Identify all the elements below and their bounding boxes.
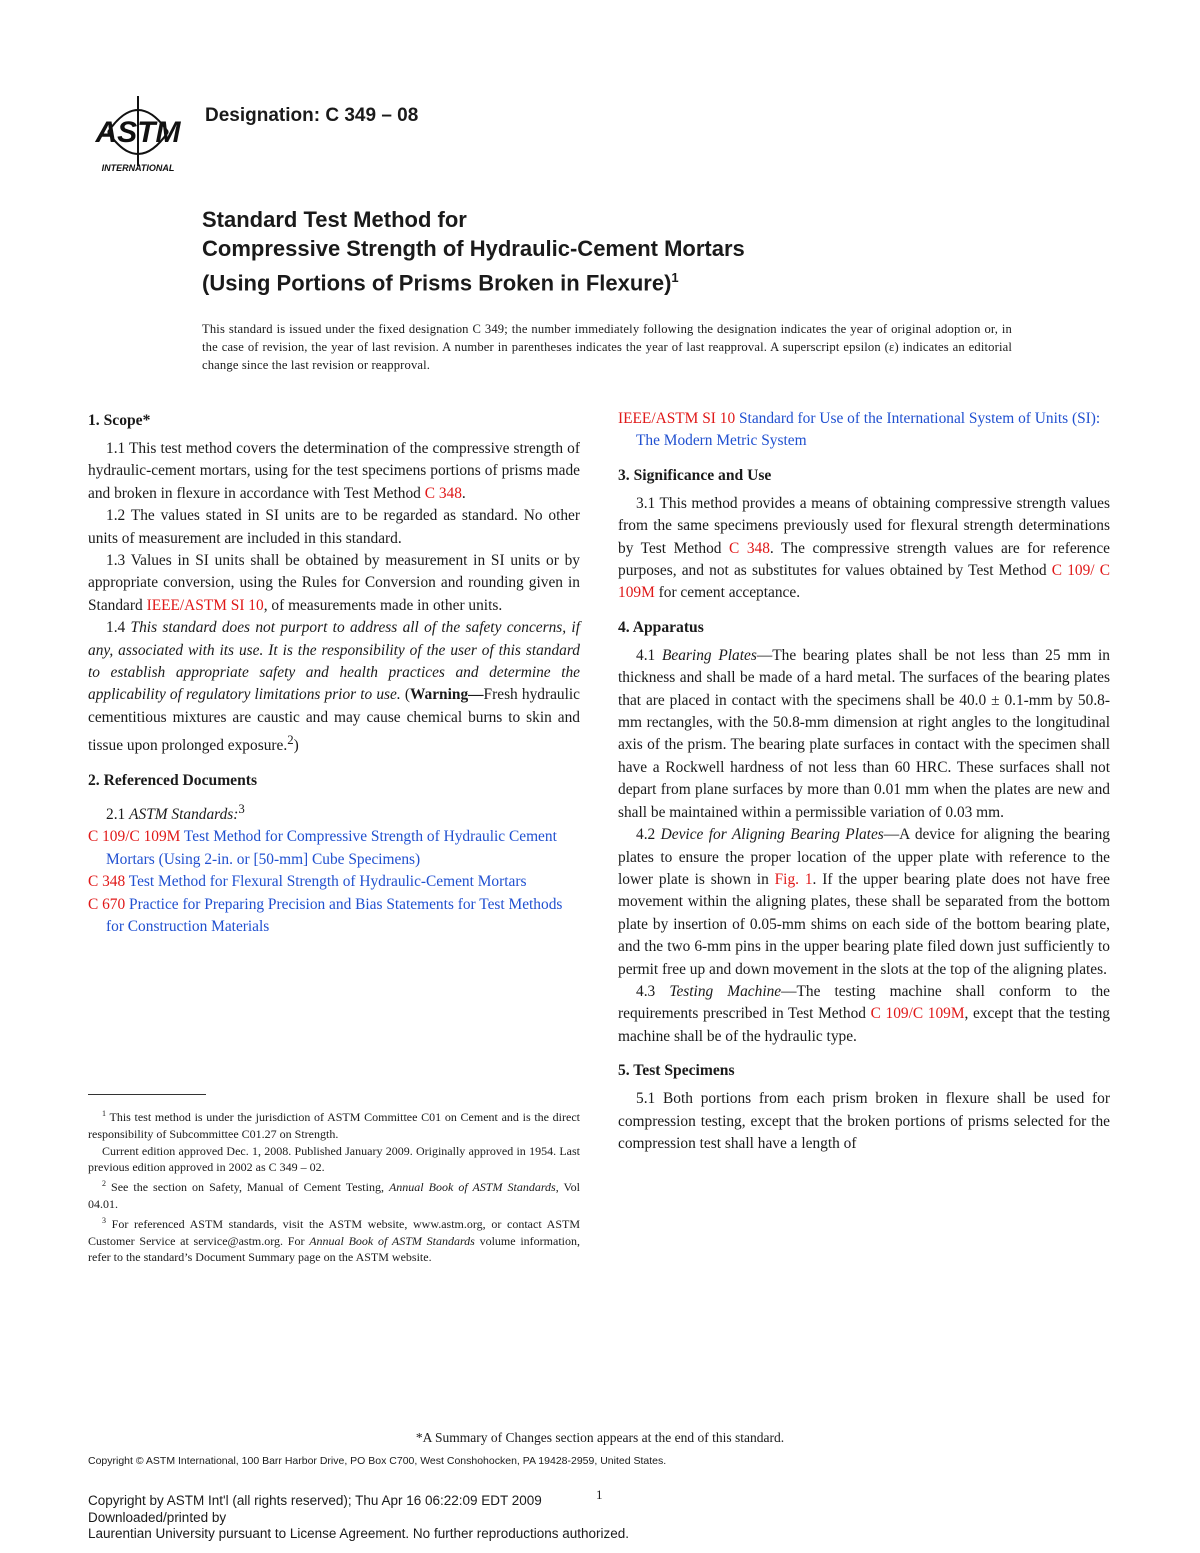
footnote-3: $^3$ For referenced ASTM standards, visit the ASTM website, www.astm.org, or contact ASTM Customer Service at service@astm.org. For Annual Book of ASTM Standards volume information, refer to the standard’s Document Summary page on the ASTM website.	[88, 1215, 580, 1265]
title-line-2: Compressive Strength of Hydraulic-Cement Mortars	[202, 236, 745, 261]
footnote-ref[interactable]: 1	[671, 270, 679, 285]
logo-text: ASTM	[95, 116, 181, 149]
footnote-2: $^2$ See the section on Safety, Manual of Cement Testing, Annual Book of ASTM Standards, Vol 04.01.	[88, 1179, 580, 1211]
paragraph-4-2: 4.2 Device for Aligning Bearing Plates—A device for aligning the bearing plates to ensure the proper location of the upper plate with reference to the lower plate is shown in Fig. 1. If the upper bearing plate does not have free movement within the aligning plates, these shall be separated from the bottom plate by insertion of 0.05-mm shims on each side of the bottom bearing plate, and the two 6-mm pins in the upper bearing plate filed down just sufficiently to permit free up and down movement in the slots at the top of the aligning plates.	[618, 826, 1110, 978]
designation: Designation: C 349 – 08	[205, 105, 419, 126]
copyright-line: Copyright © ASTM International, 100 Barr Harbor Drive, PO Box C700, West Conshohocken, PA 19428-2959, United States.	[88, 1455, 667, 1467]
download-notice: Copyright by ASTM Int'l (all rights reserved); Thu Apr 16 06:22:09 EDT 2009 Downloaded/printed by Laurentian University pursuant to License Agreement. No further reproductions authorized.	[88, 1493, 630, 1541]
reference-item[interactable]: IEEE/ASTM SI 10 Standard for Use of the International System of Units (SI): The Modern Metric System	[618, 410, 1101, 450]
reference-item[interactable]: C 109/C 109M Test Method for Compressive Strength of Hydraulic Cement Mortars (Using 2-in. or [50-mm] Cube Specimens)	[88, 828, 557, 868]
title-line-1: Standard Test Method for	[202, 207, 467, 232]
link-c109[interactable]: C 109/C 109M	[870, 1005, 965, 1023]
section-heading-significance: 3. Significance and Use	[618, 466, 772, 484]
section-heading-test-specimens: 5. Test Specimens	[618, 1062, 735, 1080]
page-number: 1	[596, 1487, 603, 1502]
intro-paragraph: This standard is issued under the fixed designation C 349; the number immediately following the designation indicates the year of original adoption or, in the case of revision, the year of last revision. A number in parentheses indicates the year of last reapproval. A superscript epsilon (ε) indicates an editorial change since the last revision or reapproval.	[202, 322, 1012, 372]
document-title	[202, 205, 1082, 297]
footnote-ref[interactable]: 3	[238, 801, 245, 816]
section-heading-scope: 1. Scope*	[88, 412, 151, 429]
link-fig-1[interactable]: Fig. 1	[774, 870, 813, 888]
footnotes	[88, 1106, 580, 1266]
link-c348[interactable]: C 348	[729, 539, 770, 557]
left-column	[88, 410, 580, 938]
astm-logo	[88, 92, 188, 174]
link-c109[interactable]: C 109/ C 109M	[618, 562, 1110, 602]
paragraph-1-4: 1.4 This standard does not purport to address all of the safety concerns, if any, associated with its use. It is the responsibility of the user of this standard to establish appropriate safety and health practices and determine the applicability of regulatory limitations prior to use. (Warning—Fresh hydraulic cementitious mixtures are caustic and may cause chemical burns to skin and tissue upon prolonged exposure.$^2$)	[88, 619, 580, 755]
paragraph-2-1: 2.1 ASTM Standards:$^3$	[106, 801, 245, 823]
footnote-rule	[88, 1094, 206, 1095]
link-ieee-astm-si-10[interactable]: IEEE/ASTM SI 10	[146, 596, 264, 614]
footnote-1: $^1$ This test method is under the jurisdiction of ASTM Committee C01 on Cement and is the direct responsibility of Subcommittee C01.27 on Strength.	[88, 1109, 580, 1141]
logo-subtext: INTERNATIONAL	[101, 163, 175, 173]
footnote-ref[interactable]: 2	[287, 733, 294, 748]
paragraph-1-2: 1.2 The values stated in SI units are to be regarded as standard. No other units of measurement are included in this standard.	[88, 507, 580, 547]
paragraph-1-3: 1.3 Values in SI units shall be obtained by measurement in SI units or by appropriate conversion, using the Rules for Conversion and rounding given in Standard IEEE/ASTM SI 10, of measurements made in other units.	[88, 552, 580, 614]
paragraph-3-1: 3.1 This method provides a means of obtaining compressive strength values from the same specimens previously used for flexural strength determinations by Test Method C 348. The compressive strength values are for reference purposes, and not as substitutes for values obtained by Test Method C 109/ C 109M for cement acceptance.	[618, 494, 1110, 602]
summary-of-changes-note: *A Summary of Changes section appears at the end of this standard.	[415, 1430, 785, 1445]
reference-item[interactable]: C 348 Test Method for Flexural Strength of Hydraulic-Cement Mortars	[88, 873, 527, 891]
reference-item[interactable]: C 670 Practice for Preparing Precision and Bias Statements for Test Methods for Construction Materials	[88, 895, 563, 935]
paragraph-1-1: 1.1 This test method covers the determination of the compressive strength of hydraulic-cement mortars, using for the test specimens portions of prisms made and broken in flexure in accordance with Test Method C 348.	[88, 440, 580, 502]
footnote-1-edition: Current edition approved Dec. 1, 2008. Published January 2009. Originally approved in 1954. Last previous edition approved in 2002 as C 349 – 02.	[88, 1143, 580, 1175]
section-heading-referenced-documents: 2. Referenced Documents	[88, 771, 258, 789]
right-column	[618, 408, 1110, 1155]
paragraph-5-1: 5.1 Both portions from each prism broken in flexure shall be used for compression testing, except that the broken portions of prisms selected for the compression test shall have a length of	[618, 1090, 1110, 1152]
section-heading-apparatus: 4. Apparatus	[618, 618, 704, 636]
link-c348[interactable]: C 348	[424, 484, 462, 502]
paragraph-4-1: 4.1 Bearing Plates—The bearing plates shall be not less than 25 mm in thickness and shall be made of a hard metal. The surfaces of the bearing plates that are placed in contact with the specimens shall be 40.0 ± 0.1-mm by 50.8-mm rectangles, with the 50.8-mm dimension at right angles to the longitudinal axis of the prism. The bearing plate surfaces in contact with the specimen shall have a Rockwell hardness of not less than 60 HRC. These surfaces shall not depart from plane surfaces by more than 0.01 mm when the plates are new and shall be maintained within a permissible variation of 0.03 mm.	[618, 646, 1111, 821]
title-line-3: (Using Portions of Prisms Broken in Flexure)$^1$	[202, 270, 679, 296]
paragraph-4-3: 4.3 Testing Machine—The testing machine shall conform to the requirements prescribed in Test Method C 109/C 109M, except that the testing machine shall be of the hydraulic type.	[618, 982, 1111, 1045]
